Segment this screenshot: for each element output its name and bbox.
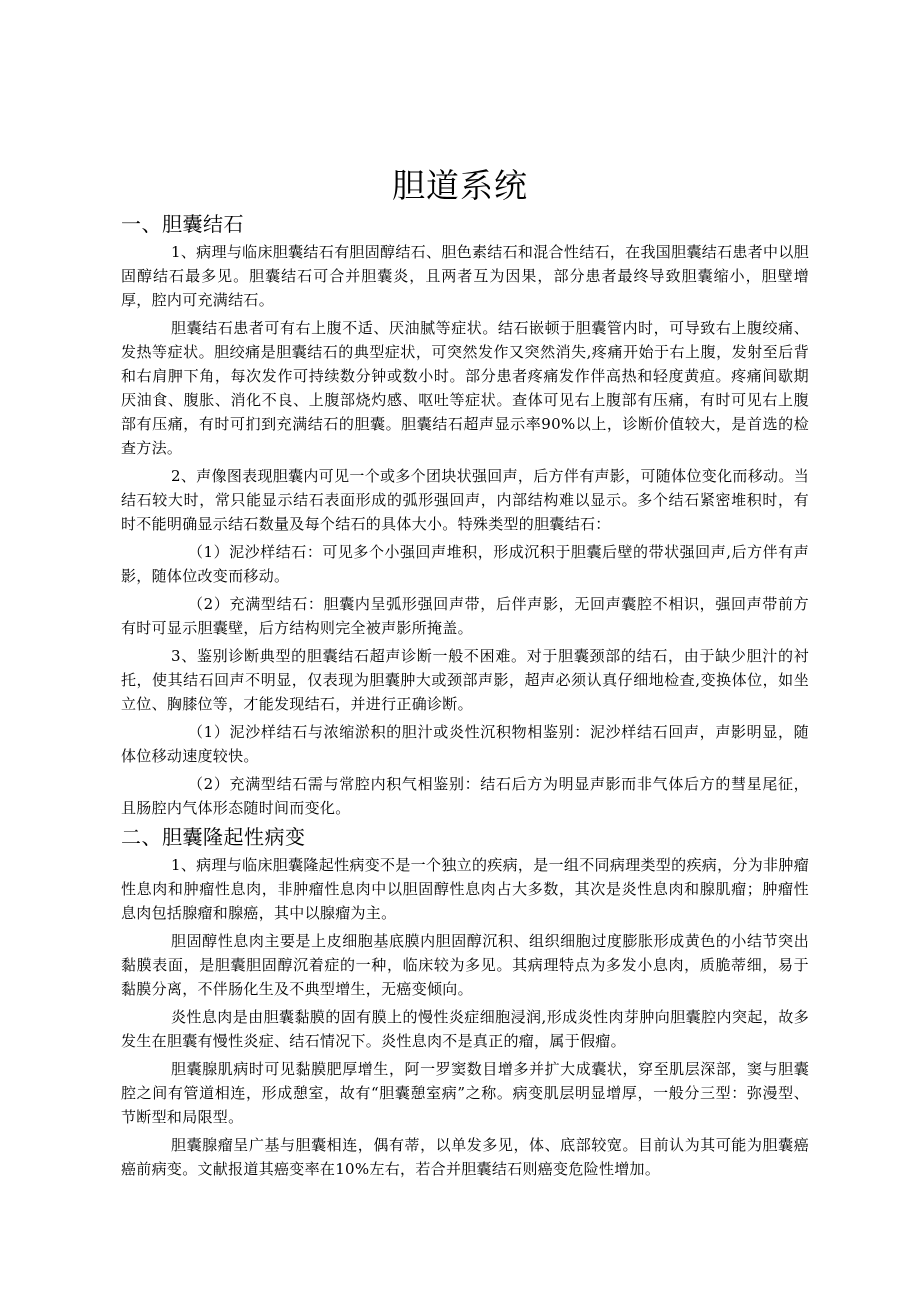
paragraph: 胆囊结石患者可有右上腹不适、厌油腻等症状。结石嵌顿于胆囊管内时，可导致右上腹绞痛、发热等症状。胆绞痛是胆囊结石的典型症状，可突然发作又突然消失,疼痛开始于右上腹，发射至后背和右肩胛下角，每次发作可持续数分钟或数小时。部分患者疼痛发作伴高热和轻度黄疸。疼痛间歇期厌油食、腹胀、消化不良、上腹部烧灼感、呕吐等症状。查体可见右上腹部有压痛，有时可见右上腹部有压痛，有时可扪到充满结石的胆囊。胆囊结石超声显示率90%以上，诊断价值较大，是首选的检查方法。: [121, 319, 809, 457]
section-heading-polypoid-lesions: 二、胆囊隆起性病变: [121, 825, 306, 849]
paragraph: （2）充满型结石：胆囊内呈弧形强回声带，后伴声影，无回声囊腔不相识，强回声带前方有时可显示胆囊壁，后方结构则完全被声影所掩盖。: [121, 595, 809, 637]
paragraph: 3、鉴别诊断典型的胆囊结石超声诊断一般不困难。对于胆囊颈部的结石，由于缺少胆汁的衬托，使其结石回声不明显，仅表现为胆囊肿大或颈部声影，超声必须认真仔细地检查,变换体位，如坐立位、胸膝位等，才能发现结石，并进行正确诊断。: [121, 647, 809, 713]
paragraph: （1）泥沙样结石：可见多个小强回声堆积，形成沉积于胆囊后壁的带状强回声,后方伴有声影，随体位改变而移动。: [121, 543, 809, 585]
paragraph: 胆固醇性息肉主要是上皮细胞基底膜内胆固醇沉积、组织细胞过度膨胀形成黄色的小结节突出黏膜表面，是胆囊胆固醇沉着症的一种，临床较为多见。其病理特点为多发小息肉，质脆蒂细，易于黏膜分离，不伴肠化生及不典型增生，无癌变倾向。: [121, 932, 809, 998]
paragraph: 炎性息肉是由胆囊黏膜的固有膜上的慢性炎症细胞浸润,形成炎性肉芽肿向胆囊腔内突起，故多发生在胆囊有慢性炎症、结石情况下。炎性息肉不是真正的瘤，属于假瘤。: [121, 1008, 809, 1050]
paragraph: 胆囊腺肌病时可见黏膜肥厚增生，阿一罗窦数目增多并扩大成囊状，穿至肌层深部，窦与胆囊腔之间有管道相连，形成憩室，故有“胆囊憩室病”之称。病变肌层明显增厚，一般分三型：弥漫型、节断型和局限型。: [121, 1060, 809, 1126]
section-heading-gallstones: 一、胆囊结石: [121, 212, 244, 236]
paragraph: 2、声像图表现胆囊内可见一个或多个团块状强回声，后方伴有声影，可随体位变化而移动。当结石较大时，常只能显示结石表面形成的弧形强回声，内部结构难以显示。多个结石紧密堆积时，有时不能明确显示结石数量及每个结石的具体大小。特殊类型的胆囊结石：: [121, 467, 809, 533]
paragraph: （1）泥沙样结石与浓缩淤积的胆汁或炎性沉积物相鉴别：泥沙样结石回声，声影明显，随体位移动速度较快。: [121, 723, 809, 765]
paragraph: 1、病理与临床胆囊结石有胆固醇结石、胆色素结石和混合性结石，在我国胆囊结石患者中以胆固醇结石最多见。胆囊结石可合并胆囊炎，且两者互为因果，部分患者最终导致胆囊缩小，胆壁增厚，腔内可充满结石。: [121, 243, 809, 309]
document-body: [121, 211, 809, 1185]
paragraph: （2）充满型结石需与常腔内积气相鉴别：结石后方为明显声影而非气体后方的彗星尾征，且肠腔内气体形态随时间而变化。: [121, 775, 809, 817]
paragraph: 1、病理与临床胆囊隆起性病变不是一个独立的疾病，是一组不同病理类型的疾病，分为非肿瘤性息肉和肿瘤性息肉，非肿瘤性息肉中以胆固醇性息肉占大多数，其次是炎性息肉和腺肌瘤；肿瘤性息肉包括腺瘤和腺癌，其中以腺瘤为主。: [121, 856, 809, 922]
page-title: 胆道系统: [392, 166, 528, 205]
paragraph: 胆囊腺瘤呈广基与胆囊相连，偶有蒂，以单发多见，体、底部较宽。目前认为其可能为胆囊癌癌前病变。文献报道其癌变率在10%左右，若合并胆囊结石则癌变危险性增加。: [121, 1136, 809, 1178]
